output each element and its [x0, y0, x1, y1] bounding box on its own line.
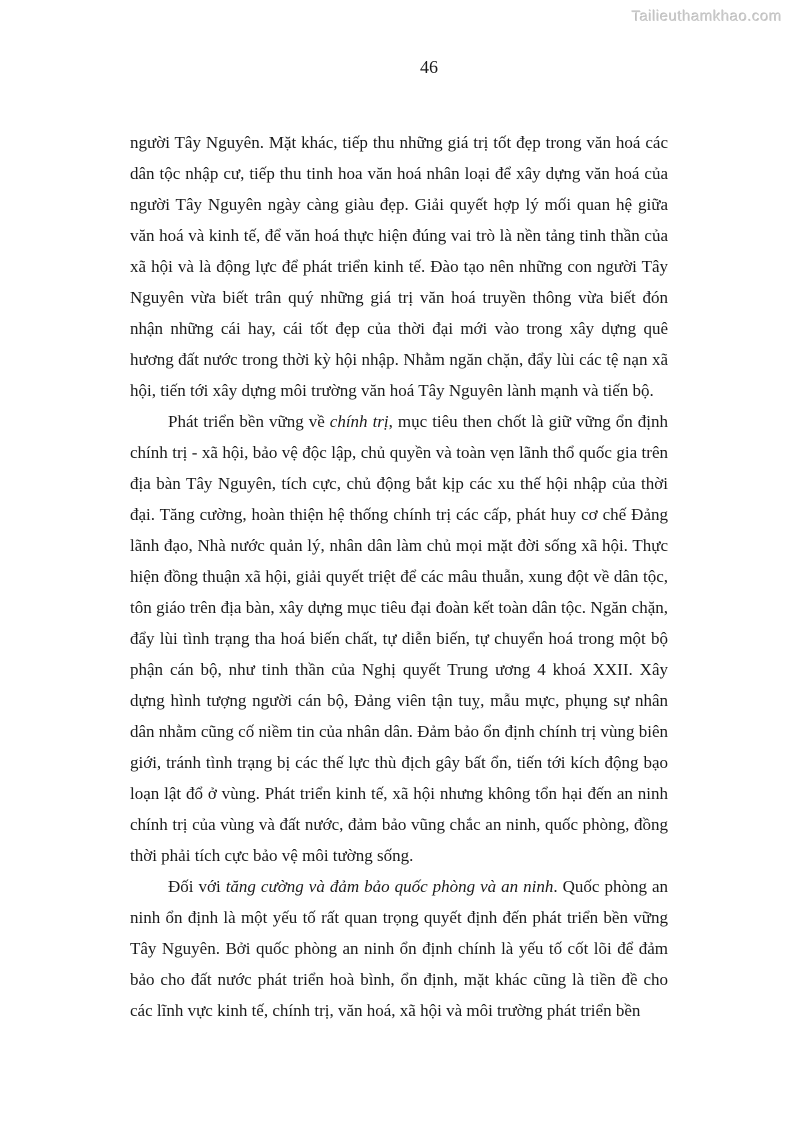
text-run: người Tây Nguyên. Mặt khác, tiếp thu những giá trị tốt đẹp trong văn hoá các dân tộc nhập cư, tiếp thu tinh hoa văn hoá nhân loại để xây dựng văn hoá của người Tây Nguyên ngày càng giàu đẹp. Giải quyết hợp lý mối quan hệ giữa văn hoá và kinh tế, để văn hoá thực hiện đúng vai trò là nền tảng tinh thần của xã hội và là động lực để phát triển kinh tế. Đào tạo nên những con người Tây Nguyên vừa biết trân quý những giá trị văn hoá truyền thông vừa biết đón nhận những cái hay, cái tốt đẹp của thời đại mới vào trong xây dựng quê hương đất nước trong thời kỳ hội nhập. Nhằm ngăn chặn, đẩy lùi các tệ nạn xã hội, tiến tới xây dựng môi trường văn hoá Tây Nguyên lành mạnh và tiến bộ.	[130, 133, 668, 400]
text-run: Phát triển bền vững về	[168, 412, 330, 431]
paragraph-defense-security	[130, 871, 668, 1026]
page-number: 46	[420, 57, 438, 77]
text-run: . Quốc phòng an ninh ổn định là một yếu tố rất quan trọng quyết định đến phát triển bền vững Tây Nguyên. Bởi quốc phòng an ninh ổn định chính là yếu tố cốt lõi để đảm bảo cho đất nước phát triển hoà bình, ổn định, mặt khác cũng là tiền đề cho các lĩnh vực kinh tế, chính trị, văn hoá, xã hội và môi trường phát triển bền	[130, 877, 669, 1020]
document-body	[130, 127, 668, 1026]
text-run-italic: chính trị	[329, 412, 389, 431]
watermark-text: Tailieuthamkhao.com	[631, 8, 782, 25]
text-run: Đối với	[168, 877, 226, 896]
text-run: , mục tiêu then chốt là giữ vững ổn định chính trị - xã hội, bảo vệ độc lập, chủ quyền và toàn vẹn lãnh thổ quốc gia trên địa bàn Tây Nguyên, tích cực, chủ động bắt kịp các xu thế hội nhập của thời đại. Tăng cường, hoàn thiện hệ thống chính trị các cấp, phát huy cơ chế Đảng lãnh đạo, Nhà nước quản lý, nhân dân làm chủ mọi mặt đời sống xã hội. Thực hiện đồng thuận xã hội, giải quyết triệt để các mâu thuẫn, xung đột về dân tộc, tôn giáo trên địa bàn, xây dựng mục tiêu đại đoàn kết toàn dân tộc. Ngăn chặn, đẩy lùi tình trạng tha hoá biến chất, tự diễn biến, tự chuyển hoá trong một bộ phận cán bộ, như tinh thần của Nghị quyết Trung ương 4 khoá XXII. Xây dựng hình tượng người cán bộ, Đảng viên tận tuỵ, mẫu mực, phụng sự nhân dân nhằm cũng cố niềm tin của nhân dân. Đảm bảo ổn định chính trị vùng biên giới, tránh tình trạng bị các thế lực thù địch gây bất ổn, tiến tới kích động bạo loạn lật đổ ở vùng. Phát triển kinh tế, xã hội nhưng không tổn hại đến an ninh chính trị của vùng và đất nước, đảm bảo vũng chắc an ninh, quốc phòng, đồng thời phải tích cực bảo vệ môi tường sống.	[130, 412, 668, 865]
paragraph-politics	[130, 406, 668, 871]
paragraph-culture	[130, 127, 668, 406]
text-run-italic: tăng cường và đảm bảo quốc phòng và an ninh	[225, 877, 554, 896]
